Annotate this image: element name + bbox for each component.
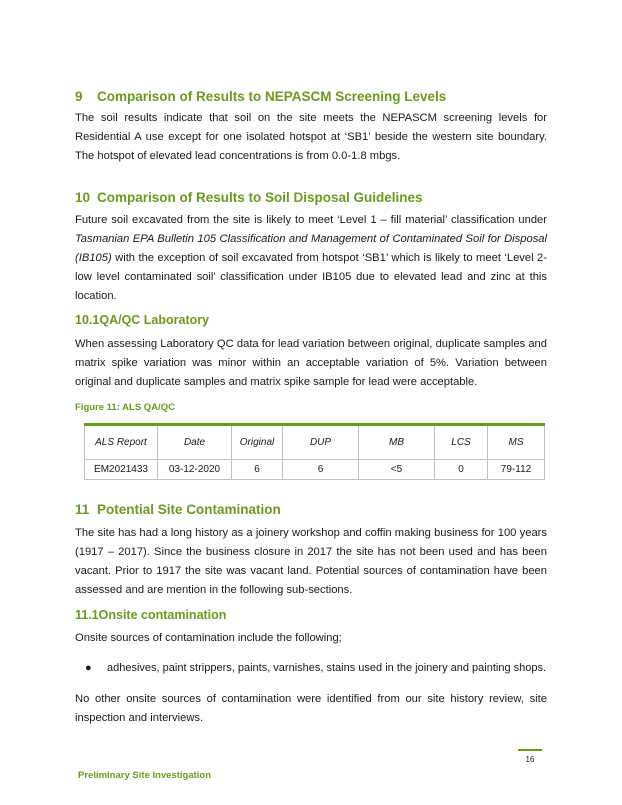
table-header-cell: Date	[158, 425, 232, 460]
section-11-1-heading	[75, 608, 226, 622]
section-number: 11	[75, 502, 90, 517]
section-9-heading	[75, 89, 446, 104]
footer-title: Preliminary Site Investigation	[78, 770, 212, 781]
section-title: Comparison of Results to NEPASCM Screening Levels	[97, 89, 447, 104]
table-cell: 6	[232, 460, 283, 480]
table-header-row	[85, 425, 545, 460]
section-9-body: The soil results indicate that soil on the site meets the NEPASCM screening levels for Residential A use except for one isolated hotspot at ‘SB1’ beside the western site boundary. The hotspot of elevated lead concentrations is from 0.0-1.8 mbgs.	[75, 112, 547, 162]
bullet-list-item	[85, 662, 546, 674]
section-number: 10.1	[75, 313, 100, 327]
section-title: Comparison of Results to Soil Disposal Guidelines	[97, 190, 423, 205]
table-cell: EM2021433	[85, 460, 158, 480]
section-11-1-intro: Onsite sources of contamination include the following;	[75, 632, 342, 644]
bullet-icon: ●	[85, 662, 92, 674]
section-title: Onsite contamination	[98, 608, 227, 622]
table-cell: 6	[283, 460, 359, 480]
table-cell: 0	[435, 460, 488, 480]
table-header-cell: DUP	[283, 425, 359, 460]
table	[84, 423, 545, 480]
table-cell: <5	[359, 460, 435, 480]
table-header-cell: MB	[359, 425, 435, 460]
table-header-cell: ALS Report	[85, 425, 158, 460]
page-number: 16	[518, 749, 542, 764]
table-cell: 79-112	[488, 460, 545, 480]
table-header-cell: MS	[488, 425, 545, 460]
figure-caption: Figure 11: ALS QA/QC	[75, 402, 175, 413]
body-text: with the exception of soil excavated from hotspot ‘SB1’ which is likely to meet ‘Level 2- low level contaminated soil’ classification under IB105 due to elevated lead and zinc at this location.	[75, 252, 547, 302]
table-row	[85, 460, 545, 480]
table-header-cell: LCS	[435, 425, 488, 460]
section-number: 9	[75, 89, 83, 104]
section-10-1-heading	[75, 313, 209, 327]
section-11-1-closing: No other onsite sources of contamination were identified from our site history review, site inspection and interviews.	[75, 693, 547, 724]
section-10-heading	[75, 190, 423, 205]
section-10-body	[75, 211, 547, 306]
table-cell: 03-12-2020	[158, 460, 232, 480]
table-header-cell: Original	[232, 425, 283, 460]
section-title: QA/QC Laboratory	[99, 313, 210, 327]
bullet-text: adhesives, paint strippers, paints, varnishes, stains used in the joinery and painting shops.	[107, 662, 547, 674]
qa-qc-table	[84, 423, 545, 480]
section-10-1-body: When assessing Laboratory QC data for lead variation between original, duplicate samples and matrix spike variation was minor within an acceptable variation of 5%. Variation between original and duplicate samples and matrix spike sample for lead were acceptable.	[75, 338, 547, 388]
section-number: 10	[75, 190, 91, 205]
body-text: Future soil excavated from the site is likely to meet ‘Level 1 – fill material’ classification under	[75, 214, 547, 226]
bulletin-title: Tasmanian EPA Bulletin 105 Classification and Management of Contaminated Soil for Disposal (IB105)	[75, 233, 547, 264]
section-11-body: The site has had a long history as a joinery workshop and coffin making business for 100 years (1917 – 2017). Since the business closure in 2017 the site has not been used and has been vacant. Prior to 1917 the site was vacant land. Potential sources of contamination have been assessed and are mention in the following sub-sections.	[75, 527, 547, 596]
section-11-heading	[75, 502, 281, 517]
section-number: 11.1	[75, 608, 99, 622]
section-title: Potential Site Contamination	[97, 502, 281, 517]
